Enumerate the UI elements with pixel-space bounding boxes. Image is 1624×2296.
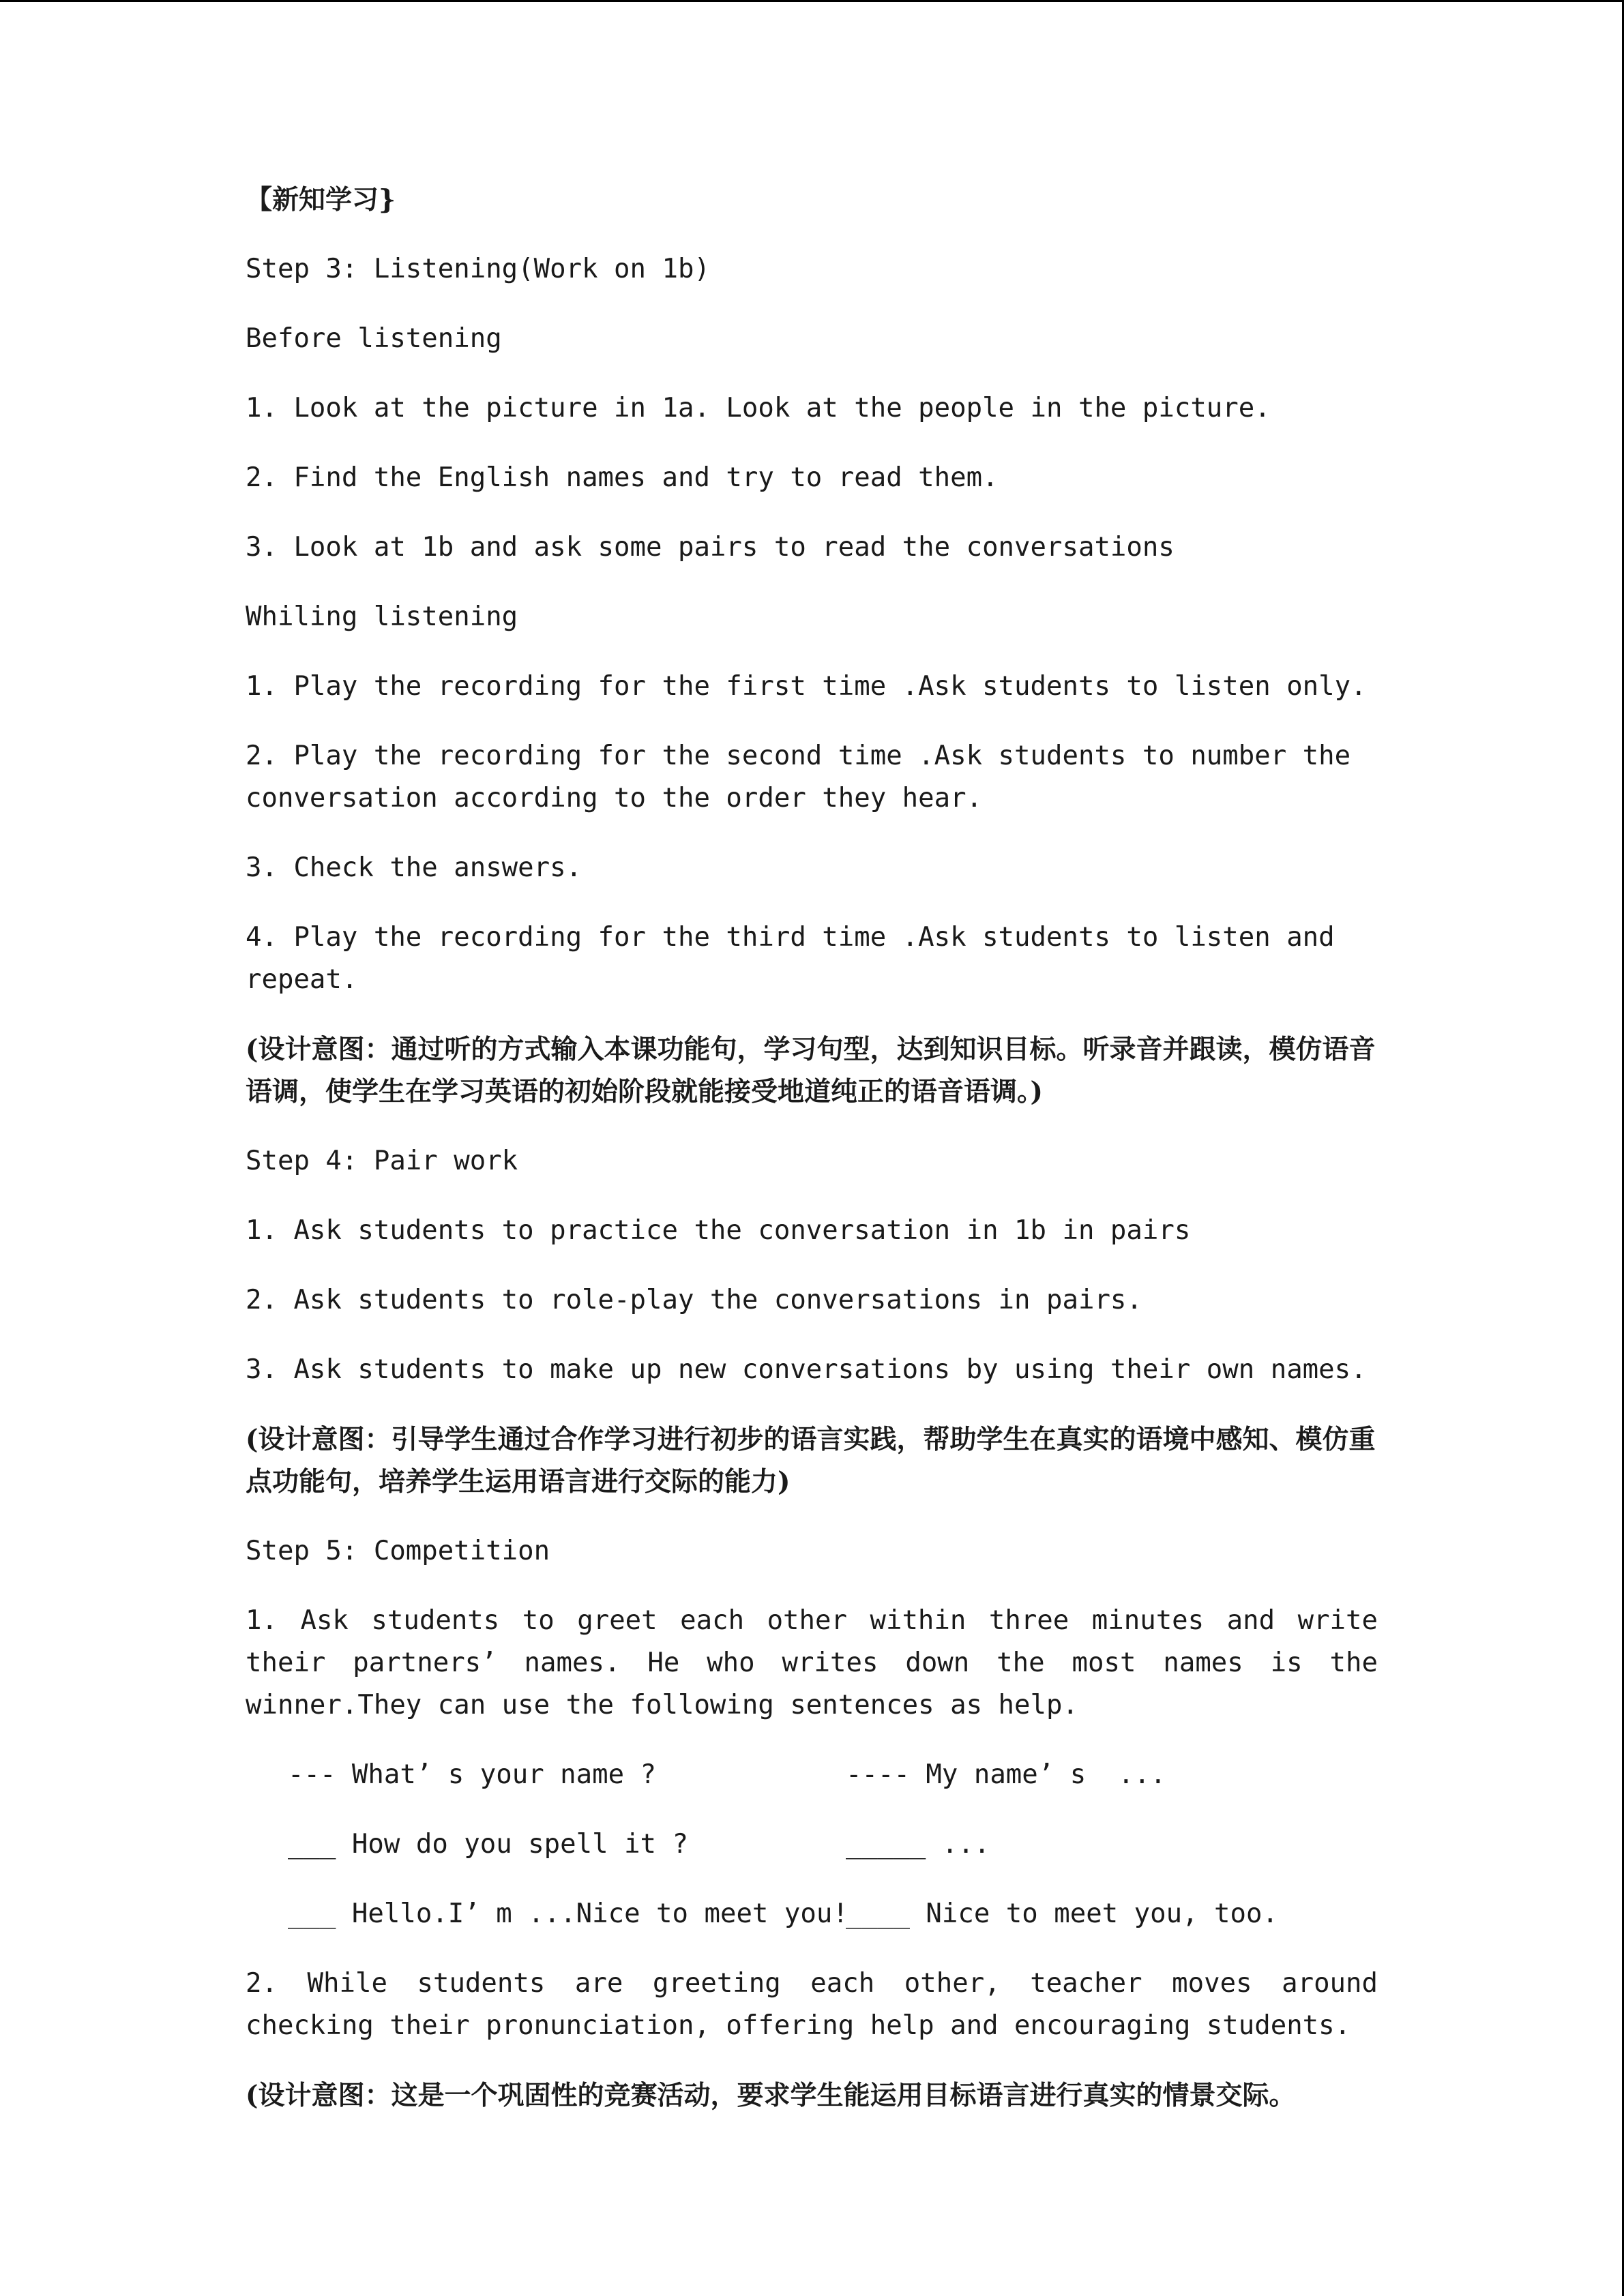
- page-top-border: [0, 0, 1624, 2]
- before-item-3: 3. Look at 1b and ask some pairs to read the conversations: [246, 532, 1175, 563]
- step5-design-note: (设计意图：这是一个巩固性的竞赛活动，要求学生能运用目标语言进行真实的情景交际。: [246, 2080, 1296, 2111]
- dialogue-left: ___ Hello.I’ m ...Nice to meet you!: [288, 1898, 848, 1929]
- dialogue-right: ---- My name’ s ...: [846, 1759, 1166, 1790]
- while-item-4: 4. Play the recording for the third time .Ask students to listen and repeat.: [246, 922, 1351, 995]
- dialogue-left: ___ How do you spell it ?: [288, 1829, 688, 1860]
- step5-item-1: 1. Ask students to greet each other within three minutes and write their partners’ names. He who writes down the most names is the winner.They can use the following sentences as help.: [246, 1605, 1394, 1720]
- before-listening-heading: Before listening: [246, 323, 502, 354]
- dialogue-left: --- What’ s your name ?: [288, 1759, 657, 1790]
- dialogue-right: ____ Nice to meet you, too.: [846, 1898, 1278, 1929]
- section-heading: 【新知学习}: [246, 184, 396, 215]
- step4-item-2: 2. Ask students to role-play the conversations in pairs.: [246, 1285, 1142, 1315]
- before-item-1: 1. Look at the picture in 1a. Look at the people in the picture.: [246, 393, 1271, 423]
- step4-item-1: 1. Ask students to practice the conversation in 1b in pairs: [246, 1215, 1191, 1246]
- step4-design-note: (设计意图：引导学生通过合作学习进行初步的语言实践，帮助学生在真实的语境中感知、模仿重点功能句，培养学生运用语言进行交际的能力): [246, 1424, 1376, 1497]
- step4-item-3: 3. Ask students to make up new conversations by using their own names.: [246, 1354, 1367, 1385]
- while-item-1: 1. Play the recording for the first time .Ask students to listen only.: [246, 671, 1367, 702]
- while-item-2: 2. Play the recording for the second time .Ask students to number the conversation according to the order they hear.: [246, 741, 1367, 814]
- while-listening-heading: Whiling listening: [246, 601, 518, 632]
- dialogue-row: [246, 1823, 1378, 1866]
- step4-title: Step 4: Pair work: [246, 1146, 518, 1176]
- step5-title: Step 5: Competition: [246, 1536, 550, 1566]
- step3-title: Step 3: Listening(Work on 1b): [246, 254, 710, 284]
- dialogue-right: _____ ...: [846, 1829, 990, 1860]
- dialogue-row: [246, 1754, 1378, 1796]
- step5-item-2: 2. While students are greeting each other, teacher moves around checking their pronunciation, offering help and encouraging students.: [246, 1968, 1394, 2041]
- before-item-2: 2. Find the English names and try to read them.: [246, 462, 999, 493]
- while-item-3: 3. Check the answers.: [246, 852, 582, 883]
- step3-design-note: (设计意图：通过听的方式输入本课功能句，学习句型，达到知识目标。听录音并跟读，模仿语音语调，使学生在学习英语的初始阶段就能接受地道纯正的语音语调。): [246, 1034, 1376, 1107]
- document-body: [246, 179, 1394, 2144]
- dialogue-row: [246, 1893, 1378, 1935]
